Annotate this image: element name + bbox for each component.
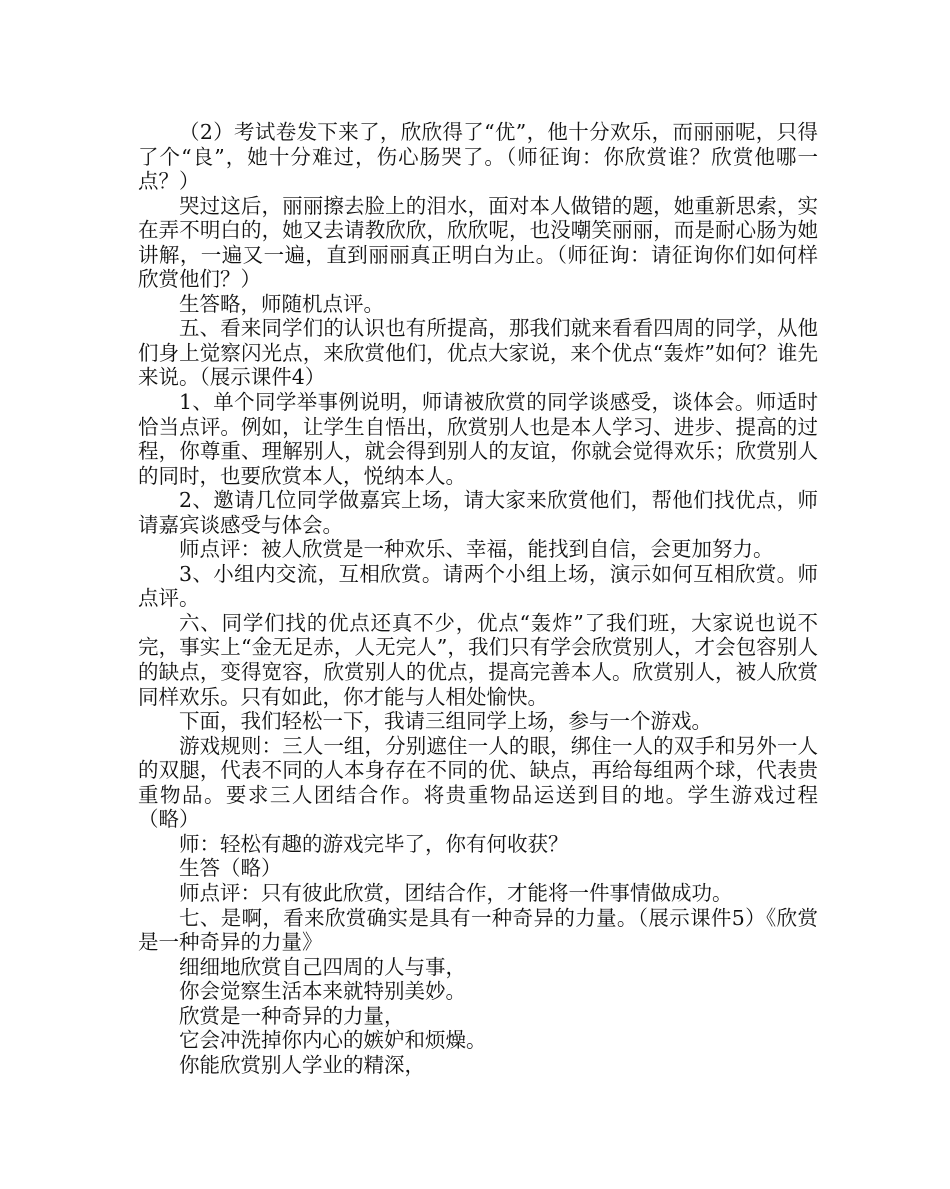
paragraph-game-intro: 下面，我们轻松一下，我请三组同学上场，参与一个游戏。: [179, 709, 712, 734]
paragraph-exam-story: （2）考试卷发下来了，欣欣得了“优”，他十分欢乐，而丽丽呢，只得了个“良”，她十分难过，伤心肠哭了。（师征询：你欣赏谁？欣赏他哪一点？）: [138, 120, 818, 194]
paragraph-item-two: 2、邀请几位同学做嘉宾上场，请大家来欣赏他们，帮他们找优点，师请嘉宾谈感受与体会。: [138, 488, 818, 537]
paragraph-student-answer-2: 生答（略）: [179, 856, 282, 881]
poem-line-1: 细细地欣赏自己四周的人与事，: [179, 954, 466, 979]
paragraph-item-one: 1、单个同学举事例说明，师请被欣赏的同学谈感受，谈体会。师适时恰当点评。例如，让学生自悟出，欣赏别人也是本人学习、进步、提高的过程，你尊重、理解别人，就会得到别人的友谊，你就会觉得欢乐；欣赏别人的同时，也要欣赏本人，悦纳本人。: [138, 390, 818, 488]
paragraph-item-three: 3、小组内交流，互相欣赏。请两个小组上场，演示如何互相欣赏。师点评。: [138, 561, 818, 611]
document-body: [138, 120, 818, 1077]
paragraph-section-six: 六、同学们找的优点还真不少，优点“轰炸”了我们班，大家说也说不完，事实上“金无足赤，人无完人”，我们只有学会欣赏别人，才会包容别人的缺点，变得宽容，欣赏别人的优点，提高完善本人。欣赏别人，被人欣赏同样欢乐。只有如此，你才能与人相处愉快。: [138, 610, 818, 709]
paragraph-game-rules: 游戏规则：三人一组，分别遮住一人的眼，绑住一人的双手和另外一人的双腿，代表不同的人本身存在不同的优、缺点，再给每组两个球，代表贵重物品。要求三人团结合作。将贵重物品运送到目的地。学生游戏过程（略）: [138, 733, 818, 832]
paragraph-teacher-comment-1: 师点评：被人欣赏是一种欢乐、幸福，能找到自信，会更加努力。: [179, 537, 774, 562]
poem-line-2: 你会觉察生活本来就特别美妙。: [179, 979, 466, 1004]
paragraph-section-seven: 七、是啊，看来欣赏确实是具有一种奇异的力量。（展示课件5）《欣赏是一种奇异的力量》: [138, 905, 818, 955]
poem-line-4: 它会冲洗掉你内心的嫉妒和烦燥。: [179, 1028, 487, 1053]
poem-line-3: 欣赏是一种奇异的力量，: [179, 1003, 405, 1028]
paragraph-student-answer: 生答略，师随机点评。: [179, 291, 384, 316]
paragraph-lili-story: 哭过这后，丽丽擦去脸上的泪水，面对本人做错的题，她重新思索，实在弄不明白的，她又去请教欣欣，欣欣呢，也没嘲笑丽丽，而是耐心肠为她讲解，一遍又一遍，直到丽丽真正明白为止。（师征询：请征询你们如何样欣赏他们？）: [138, 193, 818, 292]
paragraph-section-five: 五、看来同学们的认识也有所提高，那我们就来看看四周的同学，从他们身上觉察闪光点，来欣赏他们，优点大家说，来个优点“轰炸”如何？谁先来说。（展示课件4）: [138, 316, 818, 390]
poem-line-5: 你能欣赏别人学业的精深，: [179, 1052, 425, 1077]
paragraph-teacher-question: 师：轻松有趣的游戏完毕了，你有何收获？: [179, 831, 569, 856]
paragraph-teacher-comment-2: 师点评：只有彼此欣赏，团结合作，才能将一件事情做成功。: [179, 880, 733, 905]
